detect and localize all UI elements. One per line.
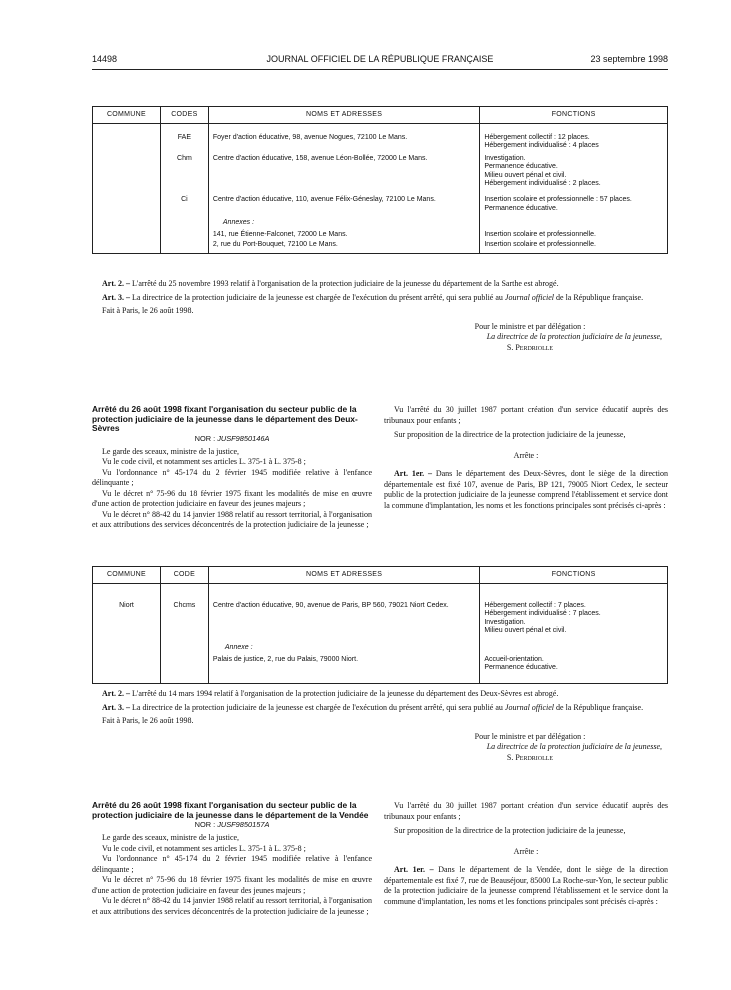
visa-paragraph: Vu le code civil, et notamment ses articles L. 375-1 à L. 375-8 ;: [102, 457, 306, 467]
visa-paragraph: Vu l'arrêté du 30 juillet 1987 portant création d'un service éducatif auprès des tribunaux pour enfants ;: [384, 801, 668, 821]
function-item: Hébergement collectif : 12 places.: [484, 134, 590, 141]
establishments-table-sarthe: [92, 106, 668, 254]
decree-deux-sevres-right: [384, 405, 668, 511]
nor-reference: NOR : JUSF9850146A: [194, 433, 270, 443]
signature-line-1: Pour le ministre et par délégation :: [474, 731, 586, 741]
name-cell: Palais de justice, 2, rue du Palais, 79000 Niort.: [208, 652, 479, 683]
decree-vendee-right: [384, 801, 668, 907]
name-cell: Foyer d'action éducative, 98, avenue Nogues, 72100 Le Mans.: [208, 124, 479, 151]
visa-paragraph: Vu le code civil, et notamment ses articles L. 375-1 à L. 375-8 ;: [102, 843, 306, 853]
functions-cell: [480, 584, 668, 636]
functions-cell: [480, 151, 668, 189]
name-cell: Centre d'action éducative, 158, avenue Léon-Bollée, 72000 Le Mans.: [208, 151, 479, 189]
functions-cell: [480, 652, 668, 683]
deux-sevres-closing: [92, 689, 668, 763]
col-header-commune: COMMUNE: [93, 567, 161, 584]
function-item: Milieu ouvert pénal et civil.: [484, 171, 567, 179]
signature-line-2: La directrice de la protection judiciaire de la jeunesse,: [486, 742, 662, 751]
table-row: [93, 652, 668, 683]
col-header-names: NOMS ET ADRESSES: [208, 567, 479, 584]
article-1: Art. 1er. – Dans le département des Deux-Sèvres, dont le siège de la direction départementale est fixé 107, avenue de Paris, BP 121, 79005 Niort Cedex, le secteur public de la protection judiciaire de la jeunesse comprend l'établissement et service dont la commune d'implantation, les noms et les fonctions principales sont précisés ci-après :: [384, 469, 669, 510]
annex-label: Annexe :: [208, 636, 479, 652]
functions-cell: Insertion scolaire et professionnelle.: [480, 239, 668, 254]
article-3: Art. 3. – La directrice de la protection judiciaire de la jeunesse est chargée de l'exécution du présent arrêté, qui sera publié au Journal officiel de la République française.: [102, 292, 644, 302]
code-cell: Ci: [160, 188, 208, 213]
article-3: Art. 3. – La directrice de la protection judiciaire de la jeunesse est chargée de l'exécution du présent arrêté, qui sera publié au Journal officiel de la République française.: [102, 702, 644, 712]
visa-paragraph: Vu l'ordonnance n° 45-174 du 2 février 1945 modifiée relative à l'enfance délinquante ;: [92, 854, 372, 874]
function-item: Investigation.: [484, 154, 526, 162]
table-row: [93, 124, 668, 151]
col-header-codes: CODES: [160, 107, 208, 124]
visa-paragraph: Vu le décret n° 75-96 du 18 février 1975 fixant les modalités de mise en œuvre d'une action de protection judiciaire en faveur des jeunes majeurs ;: [92, 875, 372, 895]
nor-reference: NOR : JUSF9850157A: [194, 820, 270, 830]
decree-vendee-left: [92, 801, 372, 917]
table-row: [93, 636, 668, 652]
table-header-row: [93, 567, 668, 584]
col-header-functions: FONCTIONS: [480, 567, 668, 584]
arrete-heading: Arrête :: [513, 846, 539, 856]
table-row: [93, 239, 668, 254]
table-row: [93, 151, 668, 189]
function-item: Milieu ouvert pénal et civil.: [484, 627, 567, 635]
article-2: Art. 2. – L'arrêté du 25 novembre 1993 relatif à l'organisation de la protection judiciaire de la jeunesse du département de la Sarthe est abrogé.: [102, 279, 559, 288]
code-cell: Chm: [160, 151, 208, 189]
visa-paragraph: Vu l'arrêté du 30 juillet 1987 portant création d'un service éducatif auprès des tribunaux pour enfants ;: [384, 405, 668, 425]
done-at: Fait à Paris, le 26 août 1998.: [102, 716, 194, 725]
annex-label: Annexes :: [208, 213, 479, 227]
article-1: Art. 1er. – Dans le département de la Vendée, dont le siège de la direction départementale est fixé 7, rue de Beauséjour, 85000 La Roche-sur-Yon, le secteur public de la protection judiciaire de la jeunesse comprend l'établissement et le service dont la commune d'implantation, les noms et les fonctions principales sont précisés ci-après :: [384, 865, 668, 906]
table-row: [93, 584, 668, 636]
col-header-names: NOMS ET ADRESSES: [208, 107, 479, 124]
function-item: Hébergement individualisé : 7 places.: [484, 610, 601, 618]
function-item: Hébergement individualisé : 2 places.: [484, 180, 601, 188]
visa-paragraph: Vu le décret n° 88-42 du 14 janvier 1988 relatif au ressort territorial, à l'organisation et aux attributions des services déconcentrés de la protection judiciaire de la jeunesse ;: [92, 896, 372, 916]
function-item: Permanence éducative.: [484, 664, 558, 672]
functions-cell: Insertion scolaire et professionnelle.: [480, 228, 668, 239]
function-item: Hébergement individualisé : 4 places: [484, 142, 599, 150]
visa-paragraph: Sur proposition de la directrice de la protection judiciaire de la jeunesse,: [394, 430, 626, 439]
function-item: Insertion scolaire et professionnelle : 57 places.: [484, 196, 632, 204]
function-item: Accueil-orientation.: [484, 656, 544, 664]
visa-paragraph: Sur proposition de la directrice de la protection judiciaire de la jeunesse,: [394, 826, 626, 835]
header-rule: [92, 69, 668, 70]
code-cell: Chcms: [160, 584, 208, 636]
visa-paragraph: Le garde des sceaux, ministre de la justice,: [102, 833, 240, 843]
function-item: Permanence éducative.: [484, 163, 558, 171]
name-cell: 141, rue Étienne-Falconet, 72000 Le Mans.: [208, 228, 479, 239]
decree-title: Arrêté du 26 août 1998 fixant l'organisation du secteur public de la protection judiciaire de la jeunesse dans le département des Deux-Sèvres: [92, 404, 358, 434]
signature-line-1: Pour le ministre et par délégation :: [474, 321, 586, 331]
decree-title: Arrêté du 26 août 1998 fixant l'organisation du secteur public de la protection judiciaire de la jeunesse dans le département de la Vendée: [92, 800, 369, 820]
establishments-table-deux-sevres: [92, 566, 668, 684]
table-row: [93, 188, 668, 213]
functions-cell: [480, 188, 668, 213]
issue-date: 23 septembre 1998: [590, 54, 668, 64]
decree-deux-sevres-left: [92, 405, 372, 531]
table-header-row: [93, 107, 668, 124]
signature-name: S. Perdriolle: [506, 752, 554, 762]
function-item: Permanence éducative.: [484, 204, 558, 212]
name-cell: Centre d'action éducative, 110, avenue Félix-Géneslay, 72100 Le Mans.: [208, 188, 479, 213]
page-number: 14498: [92, 54, 118, 64]
name-cell: 2, rue du Port-Bouquet, 72100 Le Mans.: [208, 239, 479, 254]
function-item: Investigation.: [484, 618, 526, 626]
article-2: Art. 2. – L'arrêté du 14 mars 1994 relatif à l'organisation de la protection judiciaire de la jeunesse du département des Deux-Sèvres est abrogé.: [102, 689, 559, 698]
sarthe-closing: [92, 279, 668, 353]
done-at: Fait à Paris, le 26 août 1998.: [102, 306, 194, 315]
signature-name: S. Perdriolle: [506, 342, 554, 352]
signature-line-2: La directrice de la protection judiciaire de la jeunesse,: [486, 332, 662, 341]
visa-paragraph: Vu le décret n° 75-96 du 18 février 1975 fixant les modalités de mise en œuvre d'une action de protection judiciaire en faveur des jeunes majeurs ;: [92, 488, 372, 509]
visa-paragraph: Le garde des sceaux, ministre de la justice,: [102, 446, 240, 456]
table-row: [93, 228, 668, 239]
code-cell: FAE: [160, 124, 208, 151]
function-item: Hébergement collectif : 7 places.: [484, 602, 586, 609]
arrete-heading: Arrête :: [513, 450, 539, 460]
functions-cell: [480, 124, 668, 151]
commune-cell: Niort: [93, 584, 161, 636]
table-row: [93, 213, 668, 227]
col-header-code: CODE: [160, 567, 208, 584]
visa-paragraph: Vu le décret n° 88-42 du 14 janvier 1988 relatif au ressort territorial, à l'organisation et aux attributions des services déconcentrés de la protection judiciaire de la jeunesse ;: [92, 509, 372, 530]
col-header-commune: COMMUNE: [93, 107, 161, 124]
name-cell: Centre d'action éducative, 90, avenue de Paris, BP 560, 79021 Niort Cedex.: [208, 584, 479, 636]
visa-paragraph: Vu l'ordonnance n° 45-174 du 2 février 1945 modifiée relative à l'enfance délinquante ;: [92, 467, 372, 488]
col-header-functions: FONCTIONS: [480, 107, 668, 124]
journal-title: JOURNAL OFFICIEL DE LA RÉPUBLIQUE FRANÇAISE: [266, 54, 494, 64]
page-header: [92, 54, 668, 66]
